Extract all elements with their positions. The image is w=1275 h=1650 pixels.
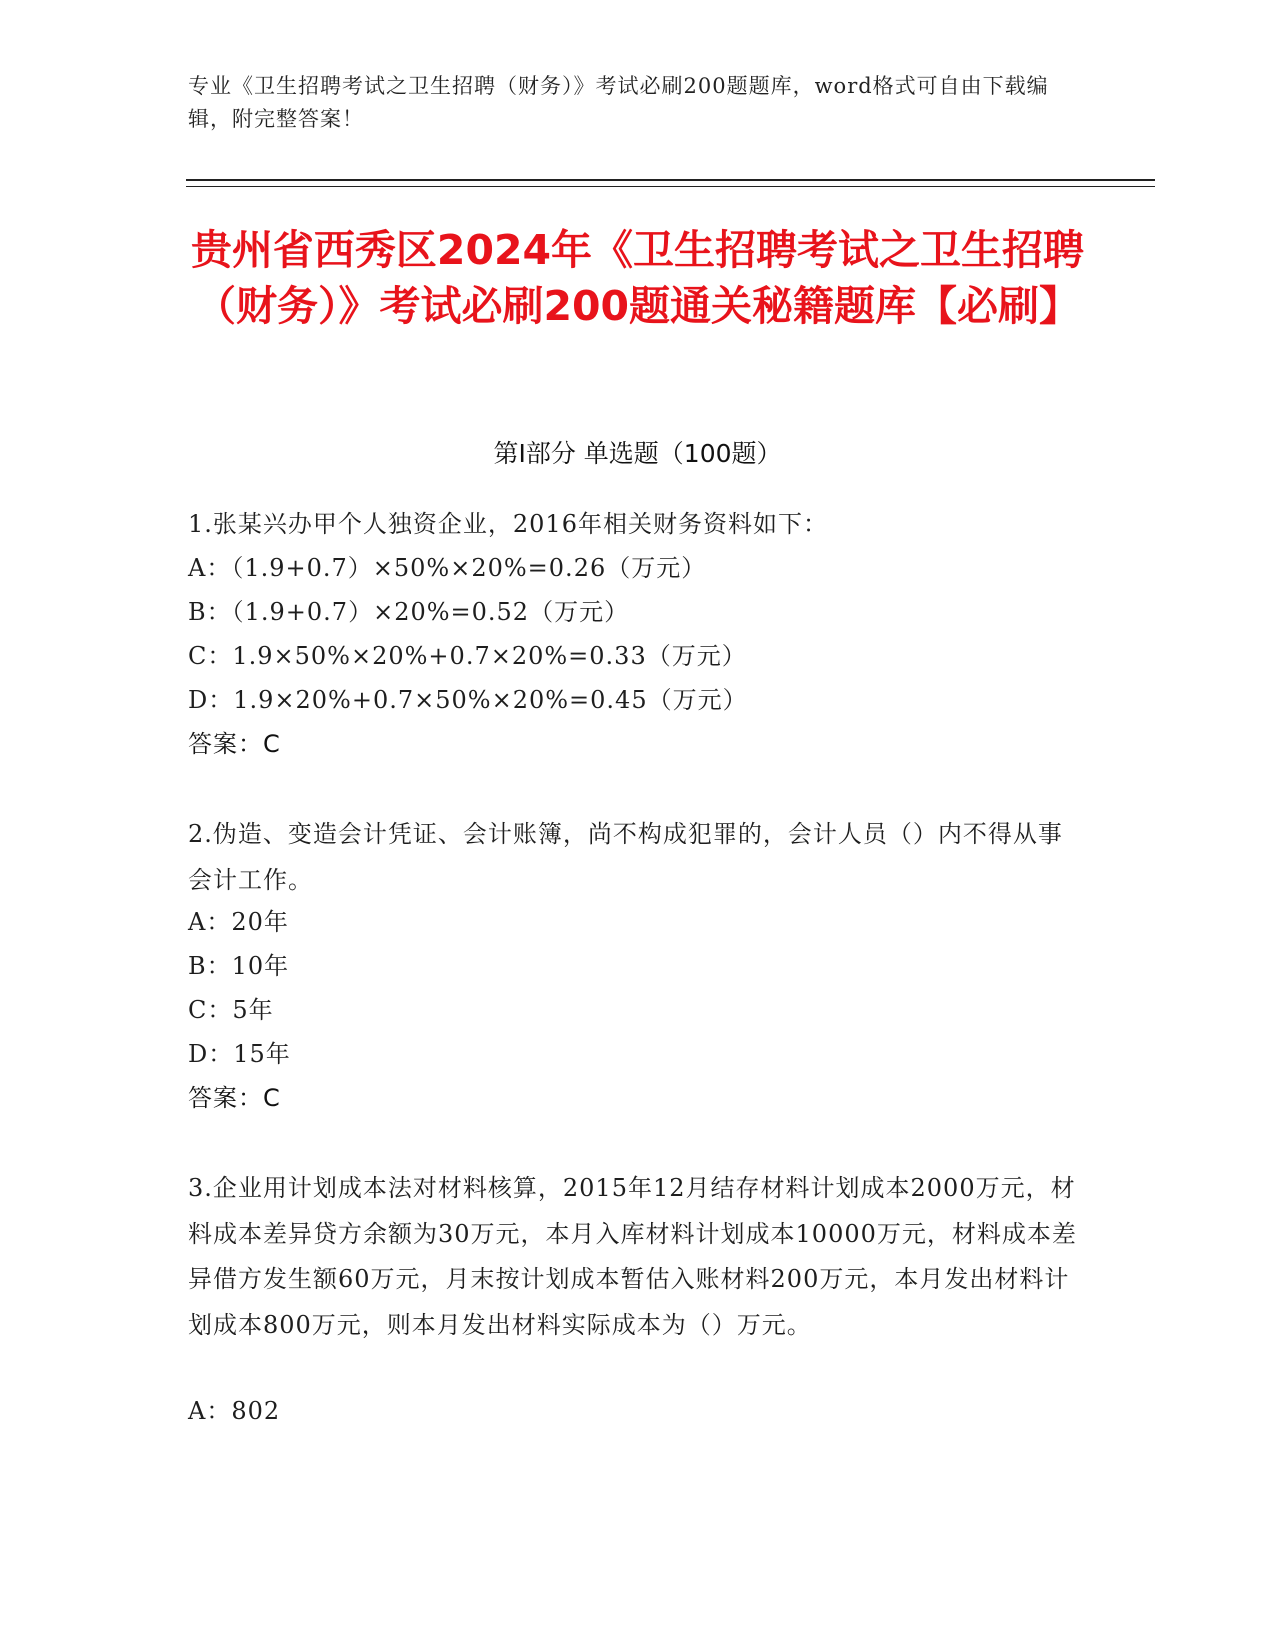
question-2-option-a: A：20年 [188,908,289,936]
question-1-option-c: C：1.9×50%×20%+0.7×20%=0.33（万元） [188,642,747,670]
document-title: 贵州省西秀区2024年《卫生招聘考试之卫生招聘（财务）》考试必刷200题通关秘籍题库【必刷】 [190,226,1085,330]
question-2-option-d: D：15年 [188,1040,291,1068]
question-3-option-a: A：802 [188,1397,281,1425]
header-divider-thick [186,179,1155,181]
question-2-option-b: B：10年 [188,952,290,980]
question-2-answer: 答案：C [188,1084,281,1112]
question-2-option-c: C：5年 [188,996,274,1024]
question-1-answer: 答案：C [188,730,281,758]
section-heading: 第I部分 单选题（100题） [493,439,782,468]
header-intro: 专业《卫生招聘考试之卫生招聘（财务）》考试必刷200题题库，word格式可自由下载编辑，附完整答案！ [188,74,1049,131]
question-3-text: 3.企业用计划成本法对材料核算，2015年12月结存材料计划成本2000万元，材料成本差异贷方余额为30万元，本月入库材料计划成本10000万元，材料成本差异借方发生额60万元，月末按计划成本暂估入账材料200万元，本月发出材料计划成本800万元，则本月发出材料实际成本为（）万元。 [188,1174,1077,1339]
question-1-option-b: B：（1.9+0.7）×20%=0.52（万元） [188,598,630,626]
question-1-option-d: D：1.9×20%+0.7×50%×20%=0.45（万元） [188,686,748,714]
question-2-text: 2.伪造、变造会计凭证、会计账簿，尚不构成犯罪的，会计人员（）内不得从事会计工作。 [188,820,1063,894]
header-divider-thin [186,186,1155,187]
question-1-option-a: A：（1.9+0.7）×50%×20%=0.26（万元） [188,554,707,582]
question-1-text: 1.张某兴办甲个人独资企业，2016年相关财务资料如下： [188,510,828,538]
